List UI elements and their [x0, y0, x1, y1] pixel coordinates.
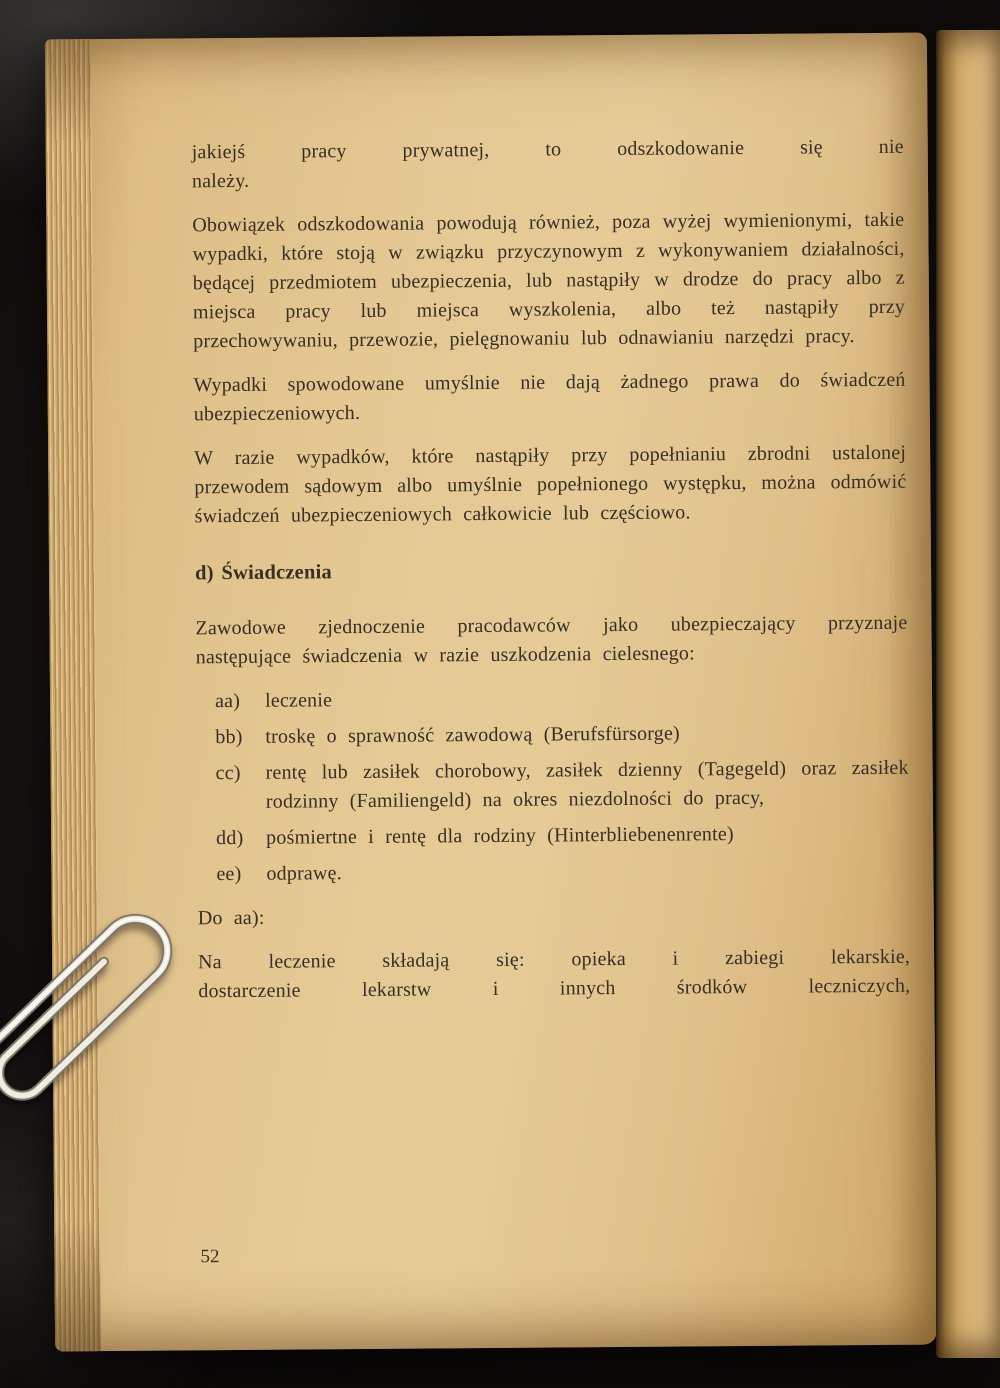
- paragraph-line: dostarczenie lekarstw i innych środków leczniczych,: [198, 974, 911, 1003]
- book-page: [45, 33, 937, 1352]
- list-item: [196, 682, 908, 717]
- list-marker: dd): [216, 826, 244, 850]
- paragraph-treatment: [198, 943, 910, 1007]
- list-item-text: odprawę.: [266, 862, 342, 885]
- list-item: [197, 819, 909, 854]
- paragraph-do-aa: Do aa):: [197, 906, 265, 930]
- list-marker: bb): [215, 725, 243, 749]
- list-marker: ee): [216, 862, 242, 886]
- list-marker: cc): [215, 761, 241, 785]
- list-item: [196, 718, 908, 753]
- paragraph-benefits-intro: Zawodowe zjednoczenie pracodawców jako ubezpieczający przyznaje następujące świadczenia w razie uszkodzenia cielesnego:: [195, 611, 908, 669]
- list-item-text: leczenie: [264, 689, 333, 712]
- list-item-text: pośmiertne i rentę dla rodziny (Hinterbliebenenrente): [266, 823, 734, 849]
- paragraph-line: należy.: [191, 169, 250, 193]
- paragraph-intentional-accidents: Wypadki spowodowane umyślnie nie dają żadnego prawa do świadczeń ubezpieczeniowych.: [193, 368, 906, 426]
- paragraph-line: jakiejś pracy prywatnej, to odszkodowanie się nie: [191, 135, 904, 164]
- paragraph-continuation: [192, 133, 904, 197]
- paragraph-crime-cases: W razie wypadków, które nastąpiły przy popełnianiu zbrodni ustalonej przewodem sądowym albo umyślnie popełnionego występku, można odmówić świadczeń ubezpieczeniowych całkowicie lub częściowo.: [194, 441, 907, 528]
- next-page-sliver: [936, 30, 1000, 1358]
- list-item-text: troskę o sprawność zawodową (Berufsfürsorge): [265, 722, 680, 748]
- section-heading: d) Świadczenia: [194, 561, 332, 585]
- list-item-text: rentę lub zasiłek chorobowy, zasiłek dzienny (Tagegeld) oraz zasiłek rodzinny (Familiengeld) na okres niezdolności do pracy,: [265, 756, 909, 813]
- list-item: [197, 754, 909, 818]
- benefits-list: [196, 682, 910, 890]
- page-number: 52: [200, 1246, 220, 1268]
- paragraph-line: Na leczenie składają się: opieka i zabiegi lekarskie,: [198, 945, 911, 974]
- page-text-area: [192, 133, 911, 1022]
- list-item: [197, 855, 909, 890]
- list-marker: aa): [214, 689, 241, 713]
- paragraph-obligation: Obowiązek odszkodowania powodują również, poza wyżej wymienionymi, takie wypadki, które stoją w związku przyczynowym z wykonywaniem działalności, będącej przedmiotem ubezpieczenia, lub nastąpiły w drodze do pracy albo z miejsca pracy lub miejsca wyszkolenia, albo też nastąpiły przy przechowywaniu, przewozie, pielęgnowaniu lub odnawianiu narzędzi pracy.: [192, 208, 906, 353]
